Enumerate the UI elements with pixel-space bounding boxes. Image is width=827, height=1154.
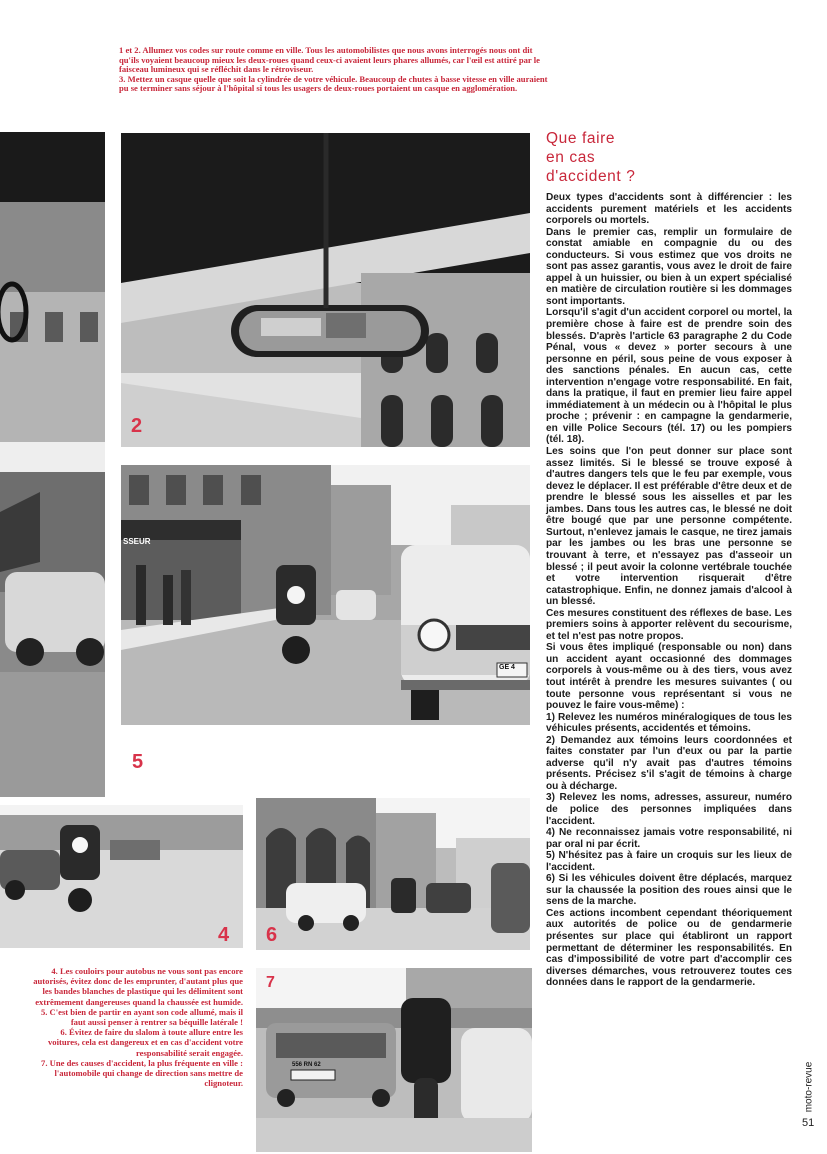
caption-4: 4. Les couloirs pour autobus ne vous sont pas encore autorisés, évitez donc de les emprunter, d'autant plus que les bandes blanches de plastique qui les délimitent sont extrêmement dangereuses quand la chaussée est humide. (33, 966, 243, 1007)
heading-line-2: en cas (546, 149, 596, 166)
article-paragraph: Ces mesures constituent des réflexes de base. Les premiers soins à apporter relèvent du secourisme, et tel n'est pas notre propos. (546, 607, 792, 642)
article-body (546, 192, 792, 989)
plate-text-photo7: 556 RN 62 (292, 1062, 321, 1068)
article-list-item: 1) Relevez les numéros minéralogiques de tous les véhicules présents, accidentés et témoins. (546, 711, 792, 735)
article-paragraph: Deux types d'accidents sont à différencier : les accidents purement matériels et les accidents corporels ou mortels. (546, 192, 792, 227)
caption-3: 3. Mettez un casque quelle que soit la cylindrée de votre véhicule. Beaucoup de chutes à basse vitesse en ville auraient pu se terminer sans séjour à l'hôpital si tous les usagers de deux-roues portaient un casque en agglomération. (119, 73, 548, 94)
photo-5-street (121, 465, 530, 725)
article-paragraph: Ces actions incombent cependant théoriquement aux autorités de police ou de gendarmerie présentes sur place qui établiront un rapport permettant de déterminer les responsabilités. En cas d'impossibilité de votre part d'accomplir ces diverses démarches, vous retrouverez toutes ces données dans le rapport de la gendarmerie. (546, 907, 792, 989)
caption-5: 5. C'est bien de partir en ayant son code allumé, mais il faut aussi penser à rentrer sa béquille latérale ! (40, 1006, 243, 1028)
bottom-photo-caption (32, 966, 243, 1088)
photo-number-4: 4 (218, 924, 230, 946)
article-heading (546, 129, 666, 186)
top-photo-caption (119, 46, 549, 94)
article-paragraph: Lorsqu'il s'agit d'un accident corporel ou mortel, la première chose à faire est de prendre soin des blessés. D'après l'article 63 paragraphe 2 du Code Pénal, vous « devez » porter secours à une personne en péril, sous peine de vous exposer à des sanctions pénales. En aucun cas, cette intervention n'engage votre responsabilité. En fait, dans la pratique, il faut en premier lieu faire appel immédiatement à un médecin ou à l'hôpital le plus proche ; prévenir : en campagne la gendarmerie, en ville Police Secours (tél. 17) ou les pompiers (tél. 18). (546, 307, 792, 446)
caption-7: 7. Une des causes d'accident, la plus fréquente en ville : l'automobile qui change de direction sans mettre de clignoteur. (41, 1057, 243, 1089)
article-list-item: 5) N'hésitez pas à faire un croquis sur les lieux de l'accident. (546, 850, 792, 873)
article-list-item: 4) Ne reconnaissez jamais votre responsabilité, ni par oral ni par écrit. (546, 827, 792, 850)
photo-number-2: 2 (131, 415, 143, 437)
shop-sign-text: SSEUR (123, 537, 151, 546)
photo-6-slalom (256, 798, 530, 950)
photo-4-bus-lane (0, 805, 243, 948)
article-list-item: 6) Si les véhicules doivent être déplacés, marquez sur la chaussée la position des roues ainsi que le sens de la marche. (546, 873, 792, 908)
article-paragraph: Si vous êtes impliqué (responsable ou non) dans un accident ayant occasionné des dommages corporels à vous-même ou à des tiers, vous avez tout intérêt à prendre les mesures suivantes ( ou toute personne vous représentant si vous ne pouvez le faire vous-même) : (546, 642, 792, 712)
caption-1-2: 1 et 2. Allumez vos codes sur route comme en ville. Tous les automobilistes que nous avons interrogés nous ont dit qu'ils voyaient beaucoup mieux les deux-roues quand ceux-ci avaient leurs phares allumés, car l'œil est attiré par le faisceau lumineux qui se réfléchit dans le rétroviseur. (119, 45, 540, 75)
photo-number-5: 5 (132, 751, 144, 773)
photo-number-7: 7 (266, 974, 275, 991)
photo-left-strip (0, 132, 105, 797)
article-paragraph: Les soins que l'on peut donner sur place sont assez limités. Si le blessé se trouve exposé à d'autres dangers tels que le feu par exemple, vous devez le déplacer. Il est préférable d'être deux et de prendre le blessé sous les aisselles et par les jambes. Dans tous les autres cas, le blessé ne doit être bougé que par une personne compétente. Surtout, n'enlevez jamais le casque, ne tirez jamais par les jambes ou les bras une personne se trouvant à terre, et n'essayez pas d'asseoir un blessé ; il peut avoir la colonne vertébrale touchée et votre intervention risquerait d'être catastrophique. Enfin, ne donnez jamais d'alcool à un blessé. (546, 446, 792, 608)
car-plate-text: GE 4 (499, 664, 515, 671)
heading-line-3: d'accident ? (546, 168, 636, 185)
article-paragraph: Dans le premier cas, remplir un formulaire de constat amiable en compagnie du ou des conducteurs. Si vous estimez que vos droits ne sont pas assez garantis, vous avez le droit de faire appel à un huissier, ou bien à un expert spécialisé en matière de circulation routière si les dommages sont importants. (546, 226, 792, 307)
photo-number-6: 6 (266, 924, 278, 946)
article-list-item: 3) Relevez les noms, adresses, assureur, numéro de police des personnes impliquées dans l'accident. (546, 792, 792, 827)
photo-7-turning-car (256, 968, 532, 1152)
page-number: 51 (802, 1117, 815, 1129)
magazine-name-text: moto-revue (803, 1061, 815, 1113)
photo-2-rear-mirror (121, 133, 530, 447)
heading-line-1: Que faire (546, 130, 616, 147)
article-list-item: 2) Demandez aux témoins leurs coordonnées et faites constater par l'un d'eux ou par la partie adverse qu'il n'y avait pas d'autres témoins présents. Précisez s'il s'agit de témoins à charge ou à décharge. (546, 734, 792, 792)
caption-6: 6. Évitez de faire du slalom à toute allure entre les voitures, cela est dangereux et en cas d'accident votre responsabilité serait engagée. (48, 1027, 243, 1058)
magazine-name (799, 1047, 819, 1127)
